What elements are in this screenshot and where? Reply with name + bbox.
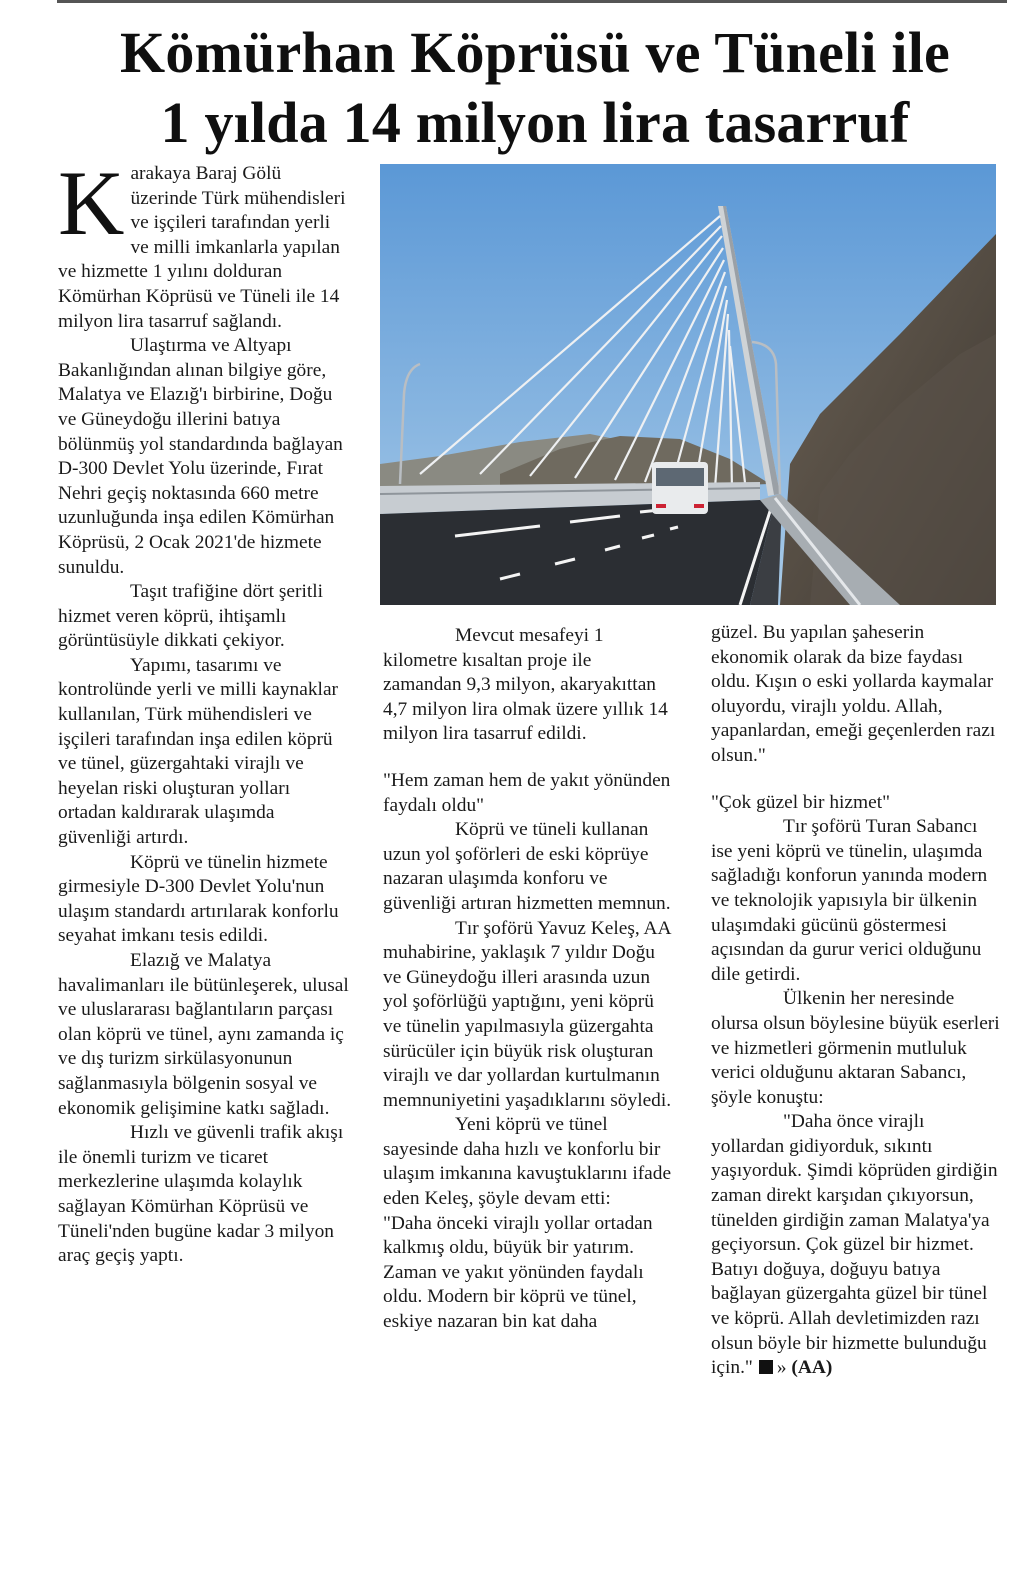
paragraph: Mevcut mesafeyi 1 kilometre kısaltan proje ile zamandan 9,3 milyon, akaryakıttan 4,7 milyon lira olmak üzere yıllık 14 milyon lira tasarruf edildi. bbox=[383, 625, 668, 745]
top-rule bbox=[57, 0, 1007, 3]
paragraph: Tır şoförü Yavuz Keleş, AA muhabirine, yaklaşık 7 yıldır Doğu ve Güneydoğu illeri arasında uzun yol şoförlüğü yaptığını, yeni köprü ve tünelin yapılmasıyla güzergahta sürücüler için büyük risk oluşturan virajlı ve dar yollardan kurtulmanın memnuniyetini yaşadıklarını söyledi. bbox=[383, 917, 672, 1111]
article-column-3 bbox=[711, 621, 1001, 1381]
paragraph: Yapımı, tasarımı ve kontrolünde yerli ve milli kaynaklar kullanılan, Türk mühendisleri ve işçileri tarafından inşa edilen köprü ve tünel, güzergahtaki virajlı ve heyelan riski oluşturan yolları ortadan kaldırarak ulaşımda güvenliği artırdı. bbox=[58, 654, 339, 849]
paragraph: Elazığ ve Malatya havalimanları ile bütünleşerek, ulusal ve uluslararası bağlantıların parçası olan köprü ve tünel, aynı zamanda iç ve dış turizm sirkülasyonunun sağlanmasıyla bölgenin sosyal ve ekonomik gelişimine katkı sağladı. bbox=[58, 950, 349, 1119]
paragraph: Tır şoförü Turan Sabancı ise yeni köprü ve tünelin, ulaşımda sağladığı konforun yanında modern ve teknolojik yapısıyla bir ülkenin ulaşımdaki gücünü göstermesi açısından da gurur verici olduğunu dile getirdi. bbox=[711, 816, 988, 985]
paragraph: Ülkenin her neresinde olursa olsun böylesine büyük eserleri ve hizmetleri görmenin mutluluk verici olduğunu aktaran Sabancı, şöyle konuştu: bbox=[711, 988, 1000, 1108]
paragraph: güzel. Bu yapılan şaheserin ekonomik olarak da bize faydası oldu. Kışın o eski yollarda kaymalar oluyordu, virajlı yoldu. Allah, yapanlardan, emeği geçenlerden razı olsun." bbox=[711, 622, 996, 766]
article-column-2 bbox=[383, 624, 673, 1335]
headline-line-2: 1 yılda 14 milyon lira tasarruf bbox=[160, 90, 910, 155]
end-square-icon bbox=[759, 1360, 773, 1374]
paragraph: Hızlı ve güvenli trafik akışı ile önemli turizm ve ticaret merkezlerine ulaşımda kolaylık sağlayan Kömürhan Köprüsü ve Tüneli'nden bugüne kadar 3 milyon araç geçiş yaptı. bbox=[58, 1122, 344, 1267]
closing-paragraph: "Daha önce virajlı yollardan gidiyorduk, sıkıntı yaşıyorduk. Şimdi köprüden girdiğin zaman direkt karşıdan çıkıyorsun, tünelden girdiğin zaman Malatya'ya geçiyorsun. Çok güzel bir hizmet. Batıyı doğuya, doğuyu batıya bağlayan güzergahta güzel bir tünel ve köprü. Allah devletimizden razı olsun böyle bir hizmette bulunduğu için." » (AA) bbox=[711, 1111, 998, 1379]
article-column-1 bbox=[58, 152, 350, 1269]
paragraph: Köprü ve tünelin hizmete girmesiyle D-300 Devlet Yolu'nun ulaşım standardı artırılarak konforlu seyahat imkanı tesis edildi. bbox=[58, 851, 339, 947]
headline bbox=[40, 18, 1030, 158]
end-arrow: » bbox=[776, 1357, 787, 1379]
paragraph: Yeni köprü ve tünel sayesinde daha hızlı ve konforlu bir ulaşım imkanına kavuştuklarını ifade eden Keleş, şöyle devam etti: bbox=[383, 1114, 672, 1210]
lead-paragraph: Karakaya Baraj Gölü üzerinde Türk mühendisleri ve işçileri tarafından yerli ve milli imkanlarla yapılan ve hizmette 1 yılını dolduran Kömürhan Köprüsü ve Tüneli ile 14 milyon lira tasarruf sağlandı. bbox=[58, 152, 346, 332]
source-tag: (AA) bbox=[791, 1357, 833, 1379]
drop-cap: K bbox=[58, 152, 125, 254]
bridge-photo bbox=[380, 164, 996, 605]
subheading: "Hem zaman hem de yakıt yönünden faydalı oldu" bbox=[383, 769, 671, 816]
paragraph: "Daha önceki virajlı yollar ortadan kalkmış oldu, büyük bir yatırım. Zaman ve yakıt yönünden faydalı oldu. Modern bir köprü ve tünel, eskiye nazaran bin kat daha bbox=[383, 1212, 653, 1333]
paragraph: Köprü ve tüneli kullanan uzun yol şoförleri de eski köprüye nazaran ulaşımda konforu ve güvenliği artıran hizmetten memnun. bbox=[383, 819, 671, 914]
subheading: "Çok güzel bir hizmet" bbox=[711, 791, 890, 813]
headline-line-1: Kömürhan Köprüsü ve Tüneli ile bbox=[120, 20, 950, 85]
paragraph: Ulaştırma ve Altyapı Bakanlığından alınan bilgiye göre, Malatya ve Elazığ'ı birbirine, Doğu ve Güneydoğu illerini batıya bölünmüş yol standardında bağlayan D-300 Devlet Yolu üzerinde, Fırat Nehri geçiş noktasında 660 metre uzunluğunda inşa edilen Kömürhan Köprüsü, 2 Ocak 2021'de hizmete sunuldu. bbox=[58, 335, 343, 578]
paragraph: Taşıt trafiğine dört şeritli hizmet veren köprü, ihtişamlı görüntüsüyle dikkati çekiyor. bbox=[58, 581, 324, 652]
